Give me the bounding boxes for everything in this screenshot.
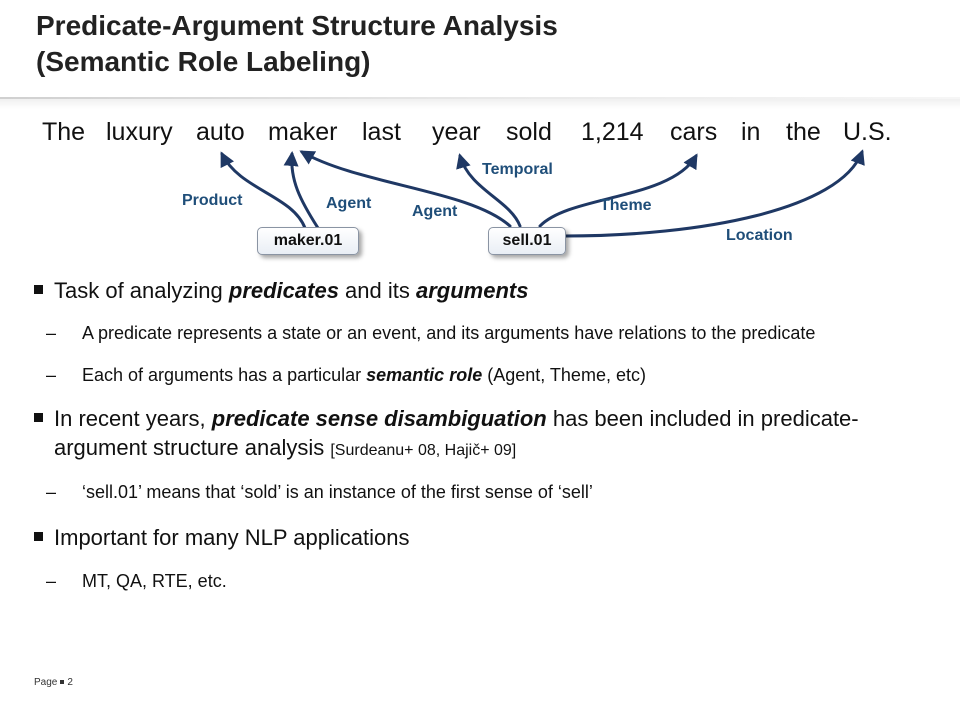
page-number: 2 <box>67 677 73 688</box>
arrow-location <box>565 152 862 236</box>
bullet-sense-disambiguation <box>34 404 944 465</box>
role-label-location: Location <box>726 227 793 244</box>
arrow-agent-maker <box>292 154 318 228</box>
sub-bullet-text: Each of arguments has a particular <box>82 365 367 385</box>
footer-separator-icon <box>60 680 64 684</box>
word-last: last <box>362 118 401 146</box>
emphasis-arguments: arguments <box>415 278 529 303</box>
sub-bullet-text: (Agent, Theme, etc) <box>482 365 646 385</box>
sub-bullet-text: ‘sell.01’ means that ‘sold’ is an instance of the first sense of ‘sell’ <box>82 482 593 502</box>
sub-bullet-text: A predicate represents a state or an event, and its arguments have relations to the predicate <box>82 323 816 343</box>
word-1214: 1,214 <box>581 118 644 146</box>
bullet-task <box>34 276 944 305</box>
page-footer <box>34 677 73 688</box>
sub-bullet-text: MT, QA, RTE, etc. <box>82 571 227 591</box>
bullet-list <box>34 276 944 594</box>
word-the-2: the <box>786 118 821 146</box>
page-label: Page <box>34 677 58 688</box>
arrow-agent-sell <box>302 152 510 226</box>
dash-bullet-icon: – <box>46 482 57 502</box>
role-label-theme: Theme <box>600 197 652 214</box>
word-year: year <box>432 118 481 146</box>
bullet-text: Important for many NLP applications <box>54 525 410 550</box>
emphasis-predicate-sense-disambiguation: predicate sense disambiguation <box>211 406 547 431</box>
sub-bullet-sell-sense <box>34 479 944 505</box>
word-auto: auto <box>196 118 245 146</box>
word-cars: cars <box>670 118 718 146</box>
emphasis-semantic-role: semantic role <box>366 365 483 385</box>
citation: [Surdeanu+ 08, Hajič+ 09] <box>330 442 517 459</box>
word-luxury: luxury <box>106 118 173 146</box>
bullet-nlp-applications <box>34 523 944 552</box>
square-bullet-icon <box>34 413 43 422</box>
emphasis-predicates: predicates <box>228 278 339 303</box>
dash-bullet-icon: – <box>46 571 57 591</box>
dash-bullet-icon: – <box>46 323 57 343</box>
square-bullet-icon <box>34 532 43 541</box>
sub-bullet-predicate-def <box>34 320 944 346</box>
sub-bullet-semantic-role <box>34 362 944 388</box>
predicate-box-sell: sell.01 <box>488 227 566 255</box>
title-line-1: Predicate-Argument Structure Analysis <box>36 10 558 41</box>
word-in: in <box>741 118 761 146</box>
square-bullet-icon <box>34 285 43 294</box>
sub-bullet-applications <box>34 568 944 594</box>
word-the: The <box>42 118 86 146</box>
argument-structure-diagram <box>0 0 960 300</box>
word-maker: maker <box>268 118 338 146</box>
predicate-box-maker: maker.01 <box>257 227 359 255</box>
bullet-text: and its <box>338 278 416 303</box>
role-label-temporal: Temporal <box>482 161 553 178</box>
word-us: U.S. <box>843 118 892 146</box>
arrow-theme <box>540 156 696 226</box>
bullet-text: has been included in predicate-argument structure analysis <box>54 406 859 460</box>
title-line-2: (Semantic Role Labeling) <box>36 46 371 77</box>
role-label-product: Product <box>182 192 243 209</box>
bullet-text: In recent years, <box>54 406 212 431</box>
bullet-text: Task of analyzing <box>54 278 229 303</box>
role-label-agent-maker: Agent <box>326 195 372 212</box>
role-label-agent-sell: Agent <box>412 203 458 220</box>
dash-bullet-icon: – <box>46 365 57 385</box>
word-sold: sold <box>506 118 552 146</box>
